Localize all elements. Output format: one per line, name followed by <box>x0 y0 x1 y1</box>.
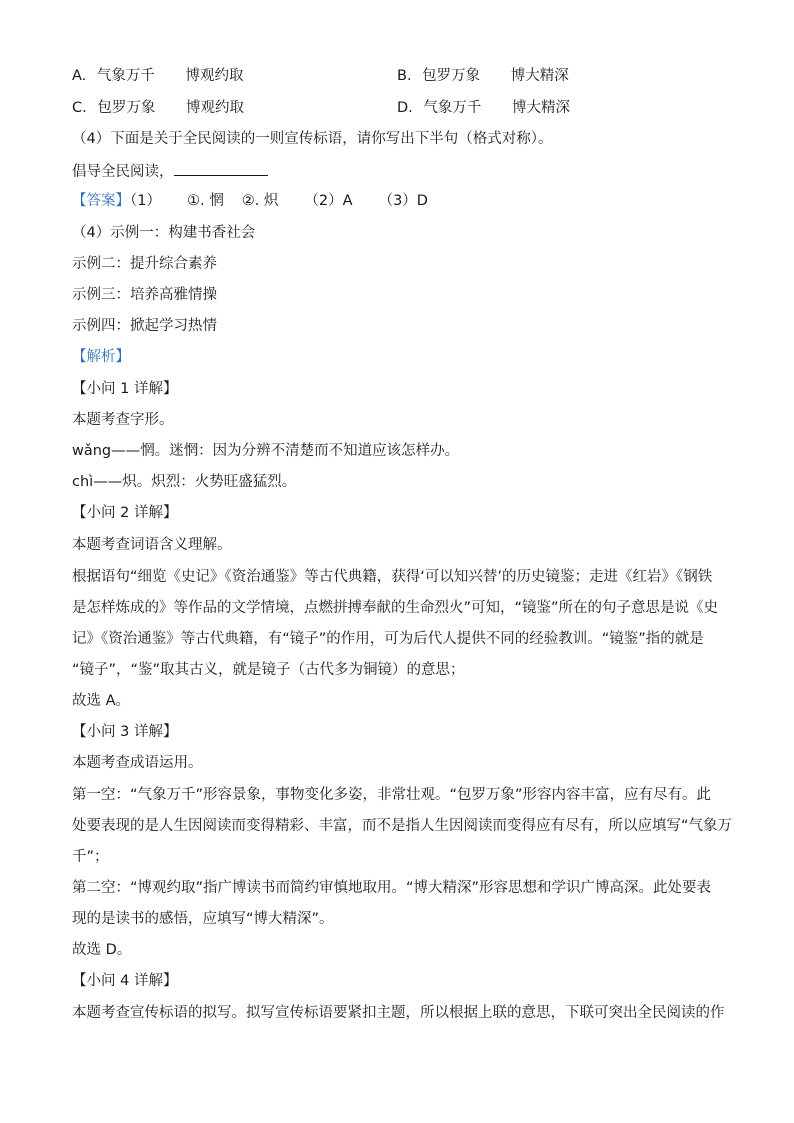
answer-q1-a: ①. 惘 <box>186 193 224 209</box>
sub-question-2-conclusion: 故选 A。 <box>72 693 131 709</box>
analysis-label: 【解析】 <box>72 349 130 365</box>
sub-question-3-paragraph: 现的是读书的感悟，应填写“博大精深”。 <box>72 911 334 927</box>
sub-question-4-heading: 【小问 4 详解】 <box>72 973 178 989</box>
option-word-1: 气象万千 <box>96 68 155 84</box>
option-word-1: 气象万千 <box>423 100 482 116</box>
option-word-2: 博大精深 <box>510 68 569 84</box>
option-c <box>72 98 244 118</box>
answer-line <box>72 191 428 211</box>
sub-question-1-text: wǎng——惘。迷惘：因为分辨不清楚而不知道应该怎样办。 <box>72 443 460 459</box>
sub-question-1-text: 本题考查字形。 <box>72 412 174 428</box>
answer-example-2: 示例二：提升综合素养 <box>72 256 217 272</box>
answer-example-4: 示例四：掀起学习热情 <box>72 318 217 334</box>
sub-question-2-paragraph: 记》《资治通鉴》等古代典籍，有“镜子”的作用，可为后代人提供不同的经验教训。“镜鉴”指的就是 <box>72 631 704 647</box>
sub-question-2-text: 本题考查词语含义理解。 <box>72 537 232 553</box>
option-word-1: 包罗万象 <box>422 68 481 84</box>
sub-question-2-paragraph: 根据语句“细览《史记》《资治通鉴》等古代典籍，获得‘可以知兴替’的历史镜鉴；走进《红岩》《钢铁 <box>72 569 713 585</box>
sub-question-1-text: chì——炽。炽烈：火势旺盛猛烈。 <box>72 474 297 490</box>
option-word-2: 博观约取 <box>185 100 244 116</box>
answer-example-3: 示例三：培养高雅情操 <box>72 287 217 303</box>
option-a <box>72 66 244 86</box>
answer-q3: （3）D <box>378 193 428 209</box>
sub-question-3-paragraph: 千”； <box>72 849 109 865</box>
answer-label: 【答案】 <box>72 193 130 209</box>
answer-q2: （2）A <box>304 193 353 209</box>
answer-q1-b: ②. 炽 <box>241 193 279 209</box>
slogan-first-half: 倡导全民阅读， <box>72 164 174 180</box>
option-word-2: 博大精深 <box>512 100 570 116</box>
sub-question-3-conclusion: 故选 D。 <box>72 942 132 958</box>
question-4-slogan <box>72 161 268 182</box>
option-word-1: 包罗万象 <box>97 100 156 116</box>
sub-question-3-heading: 【小问 3 详解】 <box>72 724 178 740</box>
sub-question-2-paragraph: “镜子”，“鉴”取其古义，就是镜子（古代多为铜镜）的意思； <box>72 662 465 678</box>
sub-question-3-paragraph: 第一空：“气象万千”形容景象，事物变化多姿，非常壮观。“包罗万象”形容内容丰富，应有尽有。此 <box>72 787 712 803</box>
sub-question-3-paragraph: 处要表现的是人生因阅读而变得精彩、丰富，而不是指人生因阅读而变得应有尽有，所以应填写“气象万 <box>72 818 733 834</box>
sub-question-3-paragraph: 第二空：“博观约取”指广博读书而简约审慎地取用。“博大精深”形容思想和学识广博高深。此处要表 <box>72 880 712 896</box>
question-4-prompt: （4）下面是关于全民阅读的一则宣传标语，请你写出下半句（格式对称）。 <box>72 131 553 147</box>
answer-q1: （1） <box>130 193 161 209</box>
sub-question-3-text: 本题考查成语运用。 <box>72 755 203 771</box>
answer-blank <box>174 161 268 176</box>
option-b <box>397 66 569 86</box>
answer-example-1: （4）示例一：构建书香社会 <box>72 225 256 241</box>
sub-question-2-heading: 【小问 2 详解】 <box>72 505 178 521</box>
option-word-2: 博观约取 <box>185 68 244 84</box>
option-letter: C. <box>72 100 87 116</box>
option-letter: D. <box>397 100 413 116</box>
option-letter: A. <box>72 68 87 84</box>
sub-question-4-paragraph: 本题考查宣传标语的拟写。拟写宣传标语要紧扣主题，所以根据上联的意思，下联可突出全民阅读的作 <box>72 1005 725 1021</box>
sub-question-2-paragraph: 是怎样炼成的》等作品的文学情境，点燃拼搏奉献的生命烈火”可知，“镜鉴”所在的句子意思是说《史 <box>72 600 719 616</box>
option-letter: B. <box>397 68 412 84</box>
sub-question-1-heading: 【小问 1 详解】 <box>72 381 178 397</box>
option-d <box>397 98 570 118</box>
